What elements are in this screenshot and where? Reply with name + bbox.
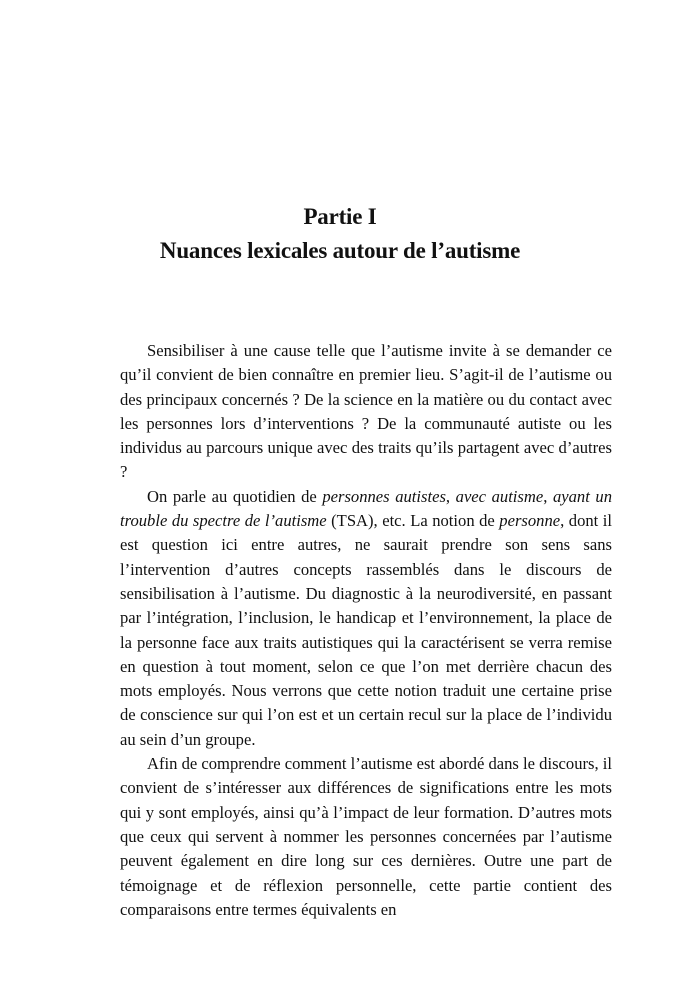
part-title-heading: Nuances lexicales autour de l’autisme <box>159 238 521 263</box>
paragraph-2-text: , <box>543 486 553 506</box>
italic-term: avec autisme <box>455 486 544 506</box>
italic-term: personne <box>499 511 561 531</box>
paragraph-2-text: , <box>445 486 456 506</box>
paragraph-2-text: (TSA), etc. La notion de <box>326 511 500 531</box>
paragraph-1: Sensibiliser à une cause telle que l’autisme invite à se demander ce qu’il convient de bien connaître en premier lieu. S’agit-il de l’autisme ou des principaux concernés ? De la science en la matière ou du contact avec les personnes lors d’interventions ? De la communauté autiste ou les individus au parcours unique avec des traits qu’ils partagent avec d’autres ? <box>120 341 612 482</box>
italic-term: ayant un trouble du spectre de l’autisme <box>120 486 613 531</box>
part-number-heading: Partie I <box>303 204 377 229</box>
body-text <box>120 339 612 922</box>
paragraph-2-text: , dont il est question ici entre autres, ne saurait prendre son sens sans l’intervention d’autres concepts rassemblés dans le discours de sensibilisation à l’autisme. Du diagnostic à la neurodiversité, en passant par l’intégration, l’inclusion, le handicap et l’environnement, la place de la personne face aux traits autistiques qui la caractérisent se verra remise en question à tout moment, selon ce que l’on met derrière chacun des mots employés. Nous verrons que cette notion traduit une certaine prise de conscience sur qui l’on est et un certain recul sur la place de l’individu au sein d’un groupe. <box>120 511 613 749</box>
italic-term: personnes autistes <box>322 486 446 506</box>
paragraph-3: Afin de comprendre comment l’autisme est abordé dans le discours, il convient de s’intéresser aux différences de significations entre les mots qui y sont employés, ainsi qu’à l’impact de leur formation. D’autres mots que ceux qui servent à nommer les personnes concernées par l’autisme peuvent également en dire long sur ces dernières. Outre une part de témoignage et de réflexion personnelle, cette partie contient des comparaisons entre termes équivalents en <box>120 754 612 919</box>
paragraph-2 <box>120 485 612 752</box>
paragraph-2-text: On parle au quotidien de <box>147 486 323 506</box>
